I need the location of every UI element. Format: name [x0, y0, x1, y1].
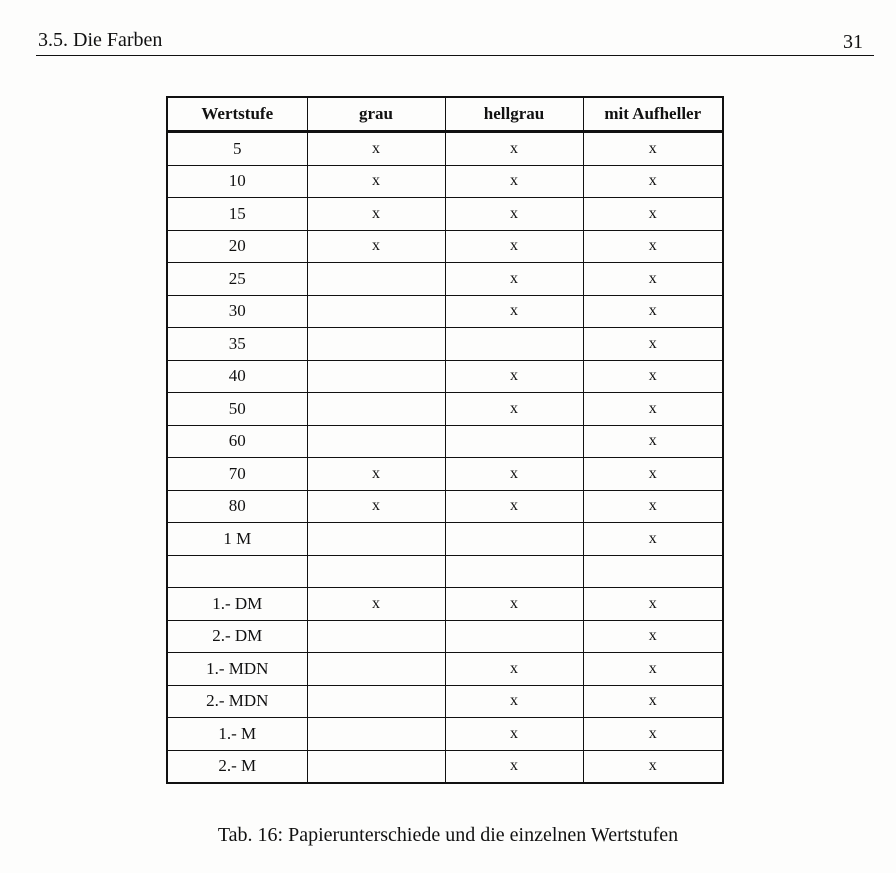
hellgrau-cell: x — [445, 263, 583, 296]
wertstufe-cell: 60 — [167, 425, 307, 458]
grau-cell: x — [307, 490, 445, 523]
wertstufe-cell: 35 — [167, 328, 307, 361]
grau-cell — [307, 393, 445, 426]
hellgrau-cell: x — [445, 393, 583, 426]
table-row — [167, 295, 723, 328]
wertstufe-cell: 1.- M — [167, 718, 307, 751]
wertstufe-cell: 2.- MDN — [167, 685, 307, 718]
aufheller-cell: x — [583, 132, 723, 166]
caption-text: Tab. 16: Papierunterschiede und die einzelnen Wertstufen — [217, 824, 679, 846]
hellgrau-cell: x — [445, 750, 583, 783]
grau-cell: x — [307, 588, 445, 621]
hellgrau-cell: x — [445, 718, 583, 751]
aufheller-cell: x — [583, 458, 723, 491]
grau-cell — [307, 263, 445, 296]
wertstufe-cell: 1.- DM — [167, 588, 307, 621]
wertstufe-cell: 70 — [167, 458, 307, 491]
hellgrau-cell: x — [445, 360, 583, 393]
wertstufe-cell: 25 — [167, 263, 307, 296]
table-row — [167, 458, 723, 491]
grau-cell — [307, 653, 445, 686]
hellgrau-cell: x — [445, 165, 583, 198]
table-row — [167, 555, 723, 588]
table-row — [167, 393, 723, 426]
grau-cell: x — [307, 458, 445, 491]
grau-cell — [307, 295, 445, 328]
table-row — [167, 263, 723, 296]
hellgrau-cell — [445, 523, 583, 556]
wertstufe-cell — [167, 555, 307, 588]
table-row — [167, 718, 723, 751]
table-row — [167, 132, 723, 166]
grau-cell — [307, 360, 445, 393]
table-row — [167, 360, 723, 393]
table-row — [167, 685, 723, 718]
table-row — [167, 490, 723, 523]
column-header-aufheller: mit Aufheller — [583, 97, 723, 132]
hellgrau-cell — [445, 555, 583, 588]
aufheller-cell: x — [583, 523, 723, 556]
table-row — [167, 230, 723, 263]
hellgrau-cell: x — [445, 490, 583, 523]
grau-cell — [307, 750, 445, 783]
hellgrau-cell: x — [445, 132, 583, 166]
wertstufe-cell: 1.- MDN — [167, 653, 307, 686]
hellgrau-cell — [445, 620, 583, 653]
section-title: 3.5. Die Farben — [38, 29, 163, 51]
table-body — [167, 132, 723, 784]
table-header-row — [167, 97, 723, 132]
table-row — [167, 620, 723, 653]
aufheller-cell: x — [583, 750, 723, 783]
aufheller-cell: x — [583, 198, 723, 231]
grau-cell: x — [307, 198, 445, 231]
wertstufe-cell: 20 — [167, 230, 307, 263]
aufheller-cell: x — [583, 295, 723, 328]
grau-cell — [307, 685, 445, 718]
aufheller-cell — [583, 555, 723, 588]
grau-cell — [307, 620, 445, 653]
aufheller-cell: x — [583, 653, 723, 686]
grau-cell — [307, 425, 445, 458]
aufheller-cell: x — [583, 685, 723, 718]
hellgrau-cell: x — [445, 230, 583, 263]
table-row — [167, 523, 723, 556]
grau-cell — [307, 718, 445, 751]
hellgrau-cell — [445, 328, 583, 361]
grau-cell — [307, 328, 445, 361]
wertstufe-cell: 40 — [167, 360, 307, 393]
table-row — [167, 165, 723, 198]
aufheller-cell: x — [583, 490, 723, 523]
table-caption — [0, 822, 896, 848]
page-number: 31 — [843, 31, 863, 53]
table-row — [167, 588, 723, 621]
aufheller-cell: x — [583, 263, 723, 296]
wertstufen-table — [166, 96, 724, 784]
grau-cell: x — [307, 165, 445, 198]
wertstufe-cell: 2.- M — [167, 750, 307, 783]
aufheller-cell: x — [583, 588, 723, 621]
wertstufe-cell: 30 — [167, 295, 307, 328]
hellgrau-cell: x — [445, 295, 583, 328]
wertstufe-cell: 50 — [167, 393, 307, 426]
header-rule — [36, 55, 874, 56]
aufheller-cell: x — [583, 620, 723, 653]
grau-cell — [307, 523, 445, 556]
grau-cell: x — [307, 230, 445, 263]
column-header-wertstufe: Wertstufe — [167, 97, 307, 132]
aufheller-cell: x — [583, 230, 723, 263]
hellgrau-cell: x — [445, 458, 583, 491]
wertstufe-cell: 2.- DM — [167, 620, 307, 653]
aufheller-cell: x — [583, 718, 723, 751]
table-row — [167, 750, 723, 783]
aufheller-cell: x — [583, 165, 723, 198]
table-row — [167, 425, 723, 458]
hellgrau-cell: x — [445, 685, 583, 718]
aufheller-cell: x — [583, 328, 723, 361]
wertstufe-cell: 80 — [167, 490, 307, 523]
column-header-grau: grau — [307, 97, 445, 132]
wertstufe-cell: 15 — [167, 198, 307, 231]
table-row — [167, 653, 723, 686]
table-row — [167, 198, 723, 231]
hellgrau-cell: x — [445, 588, 583, 621]
grau-cell — [307, 555, 445, 588]
table-row — [167, 328, 723, 361]
wertstufe-cell: 5 — [167, 132, 307, 166]
wertstufe-cell: 10 — [167, 165, 307, 198]
grau-cell: x — [307, 132, 445, 166]
hellgrau-cell — [445, 425, 583, 458]
hellgrau-cell: x — [445, 198, 583, 231]
aufheller-cell: x — [583, 393, 723, 426]
hellgrau-cell: x — [445, 653, 583, 686]
aufheller-cell: x — [583, 360, 723, 393]
column-header-hellgrau: hellgrau — [445, 97, 583, 132]
wertstufe-cell: 1 M — [167, 523, 307, 556]
aufheller-cell: x — [583, 425, 723, 458]
